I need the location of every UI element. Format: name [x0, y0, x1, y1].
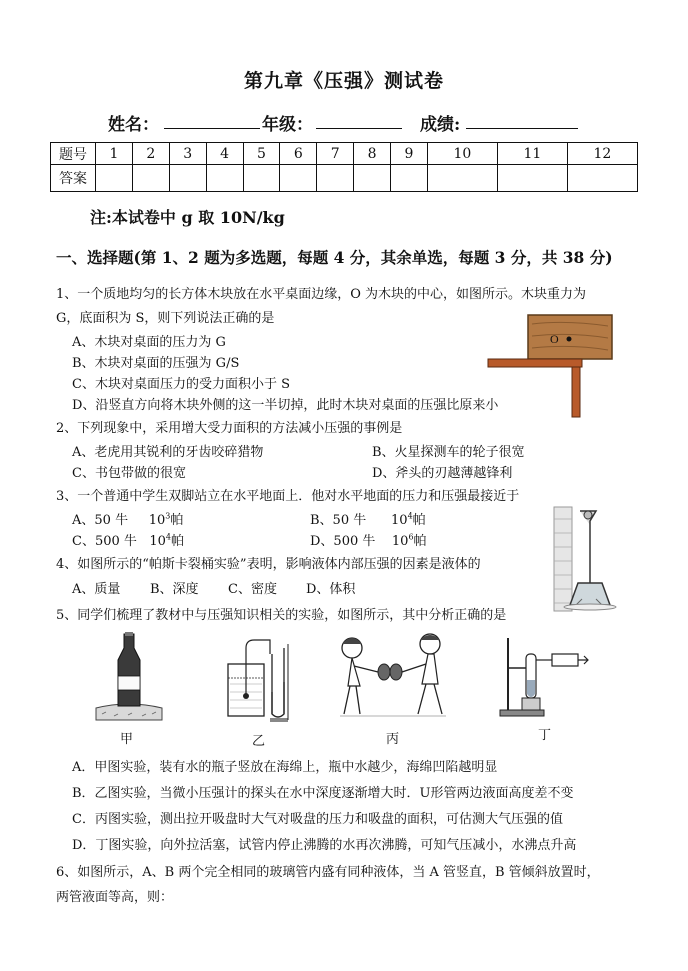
question-number-cell: 11 [497, 143, 567, 165]
q1-option-d[interactable]: D、沿竖直方向将木块外侧的这一半切掉，此时木块对桌面的压强比原来小 [72, 398, 499, 413]
question-number-cell: 1 [96, 143, 133, 165]
q5-stem: 5、同学们梳理了教材中与压强知识相关的实验，如图所示，其中分析正确的是 [56, 608, 507, 623]
answer-cell[interactable] [169, 165, 206, 192]
table-header-cell: 题号 [51, 143, 96, 165]
q3-d-exp: 6 [408, 532, 414, 542]
q3-a-unit: 帕 [170, 513, 184, 528]
q6-stem-line1: 6、如图所示，A、B 两个完全相同的玻璃管内盛有同种液体，当 A 管竖直，B 管倾斜放置时， [56, 865, 600, 880]
answer-row [51, 165, 638, 192]
answer-cell[interactable] [567, 165, 637, 192]
q4-option-d[interactable]: D、体积 [306, 582, 356, 597]
q4-option-b[interactable]: B、深度 [150, 582, 199, 597]
q5-option-b[interactable]: B．乙图实验，当微小压强计的探头在水中深度逐渐增大时．U形管两边液面高度差不变 [72, 786, 574, 801]
q2-option-b[interactable]: B、火星探测车的轮子很宽 [372, 445, 525, 460]
question-number-cell: 7 [317, 143, 354, 165]
answer-cell[interactable] [391, 165, 428, 192]
score-blank[interactable] [466, 110, 578, 129]
name-label: 姓名： [108, 115, 159, 135]
figure-label-yi: 乙 [252, 734, 266, 749]
answer-cell[interactable] [427, 165, 497, 192]
q3-c-base: 10 [149, 534, 166, 549]
q3-d-base: 10 [391, 534, 409, 549]
q3-d-force: D、500 牛 [310, 534, 376, 549]
q3-c-unit: 帕 [170, 534, 184, 549]
q4-option-c[interactable]: C、密度 [228, 582, 277, 597]
q3-a-exp: 3 [165, 511, 171, 521]
q3-stem: 3、一个普通中学生双脚站立在水平地面上．他对水平地面的压力和压强最接近于 [56, 489, 520, 504]
q2-option-c[interactable]: C、书包带做的很宽 [72, 466, 186, 481]
question-number-cell: 4 [206, 143, 243, 165]
q3-c-exp: 4 [165, 532, 171, 542]
question-number-cell: 3 [169, 143, 206, 165]
answer-cell[interactable] [317, 165, 354, 192]
figure-ding-syringe [496, 634, 592, 720]
q3-a-force: A、50 牛 [72, 513, 129, 528]
figure-yi-pressure-gauge [224, 634, 298, 726]
q3-c-force: C、500 牛 [72, 534, 137, 549]
table-header-cell: 答案 [51, 165, 96, 192]
q1-option-a[interactable]: A、木块对桌面的压力为 G [72, 335, 226, 350]
answer-cell[interactable] [280, 165, 317, 192]
figure-label-jia: 甲 [120, 732, 134, 747]
q5-option-d[interactable]: D．丁图实验，向外拉活塞，试管内停止沸腾的水再次沸腾，可知气压减小，水沸点升高 [72, 838, 577, 853]
table-leg-icon [572, 367, 580, 417]
q3-option-a[interactable] [72, 509, 183, 528]
center-label: O [550, 332, 559, 346]
answer-cell[interactable] [96, 165, 133, 192]
q3-b-base: 10 [391, 513, 408, 528]
q4-option-a[interactable]: A、质量 [72, 582, 121, 597]
answer-cell[interactable] [243, 165, 280, 192]
q5-option-c[interactable]: C．丙图实验，测出拉开吸盘时大气对吸盘的压力和吸盘的面积，可估测大气压强的值 [72, 812, 563, 827]
question-number-cell: 9 [391, 143, 428, 165]
grade-blank[interactable] [316, 110, 402, 129]
score-label: 成绩: [420, 115, 461, 135]
q3-a-base: 10 [148, 513, 166, 528]
suction-cup-left-icon [378, 664, 390, 680]
question-number-cell: 8 [354, 143, 391, 165]
figure-bing-suction-cups [330, 630, 452, 730]
name-blank[interactable] [164, 110, 260, 129]
table-top-icon [488, 359, 582, 367]
u-tube-icon [272, 648, 284, 717]
q3-option-b[interactable] [310, 509, 426, 528]
question-number-cell: 2 [132, 143, 169, 165]
q1-block-figure [486, 312, 614, 420]
question-number-cell: 5 [243, 143, 280, 165]
question-number-cell: 10 [427, 143, 497, 165]
suction-cup-right-icon [390, 664, 402, 680]
q4-stem: 4、如图所示的“帕斯卡裂桶实验”表明，影响液体内部压强的因素是液体的 [56, 557, 481, 572]
answer-cell[interactable] [354, 165, 391, 192]
q6-stem-line2: 两管液面等高，则： [56, 890, 174, 905]
stand-base-icon [500, 710, 544, 716]
grade-label: 年级： [262, 115, 313, 135]
wall-icon [554, 507, 572, 611]
answer-cell[interactable] [132, 165, 169, 192]
answer-cell[interactable] [497, 165, 567, 192]
q3-d-unit: 帕 [413, 534, 427, 549]
answer-cell[interactable] [206, 165, 243, 192]
figure-label-ding: 丁 [538, 728, 552, 743]
q3-option-c[interactable] [72, 530, 184, 549]
figure-jia-bottle [94, 630, 164, 722]
probe-tube-icon [246, 640, 270, 694]
figure-label-bing: 丙 [386, 732, 400, 747]
section-title: 一、选择题(第 1、2 题为多选题，每题 4 分，其余单选，每题 3 分，共 38 分) [56, 248, 613, 267]
q1-option-b[interactable]: B、木块对桌面的压强为 G/S [72, 356, 240, 371]
q2-option-a[interactable]: A、老虎用其锐利的牙齿咬碎猎物 [72, 445, 264, 460]
q1-stem-line2: G，底面积为 S，则下列说法正确的是 [56, 311, 275, 326]
barrel-icon [570, 583, 610, 605]
q3-b-unit: 帕 [412, 513, 426, 528]
q2-stem: 2、下列现象中，采用增大受力面积的方法减小压强的事例是 [56, 421, 403, 436]
page-title: 第九章《压强》测试卷 [243, 70, 444, 92]
syringe-icon [552, 654, 578, 666]
answer-table [50, 142, 638, 192]
question-number-cell: 12 [567, 143, 637, 165]
q1-stem-line1: 1、一个质地均匀的长方体木块放在水平桌面边缘，O 为木块的中心，如图所示。木块重力为 [56, 287, 587, 302]
q1-option-c[interactable]: C、木块对桌面压力的受力面积小于 S [72, 377, 290, 392]
q5-option-a[interactable]: A．甲图实验，装有水的瓶子竖放在海绵上，瓶中水越少，海绵凹陷越明显 [72, 760, 498, 775]
question-number-cell: 6 [280, 143, 317, 165]
note-text: 注:本试卷中 g 取 10N/kg [90, 208, 285, 227]
q2-option-d[interactable]: D、斧头的刃越薄越锋利 [372, 466, 513, 481]
bottle-icon [118, 634, 140, 706]
q3-b-force: B、50 牛 [310, 513, 367, 528]
question-number-row [51, 143, 638, 165]
q3-b-exp: 4 [407, 511, 413, 521]
q3-option-d[interactable] [310, 530, 427, 549]
pascal-barrel-figure [548, 505, 630, 613]
